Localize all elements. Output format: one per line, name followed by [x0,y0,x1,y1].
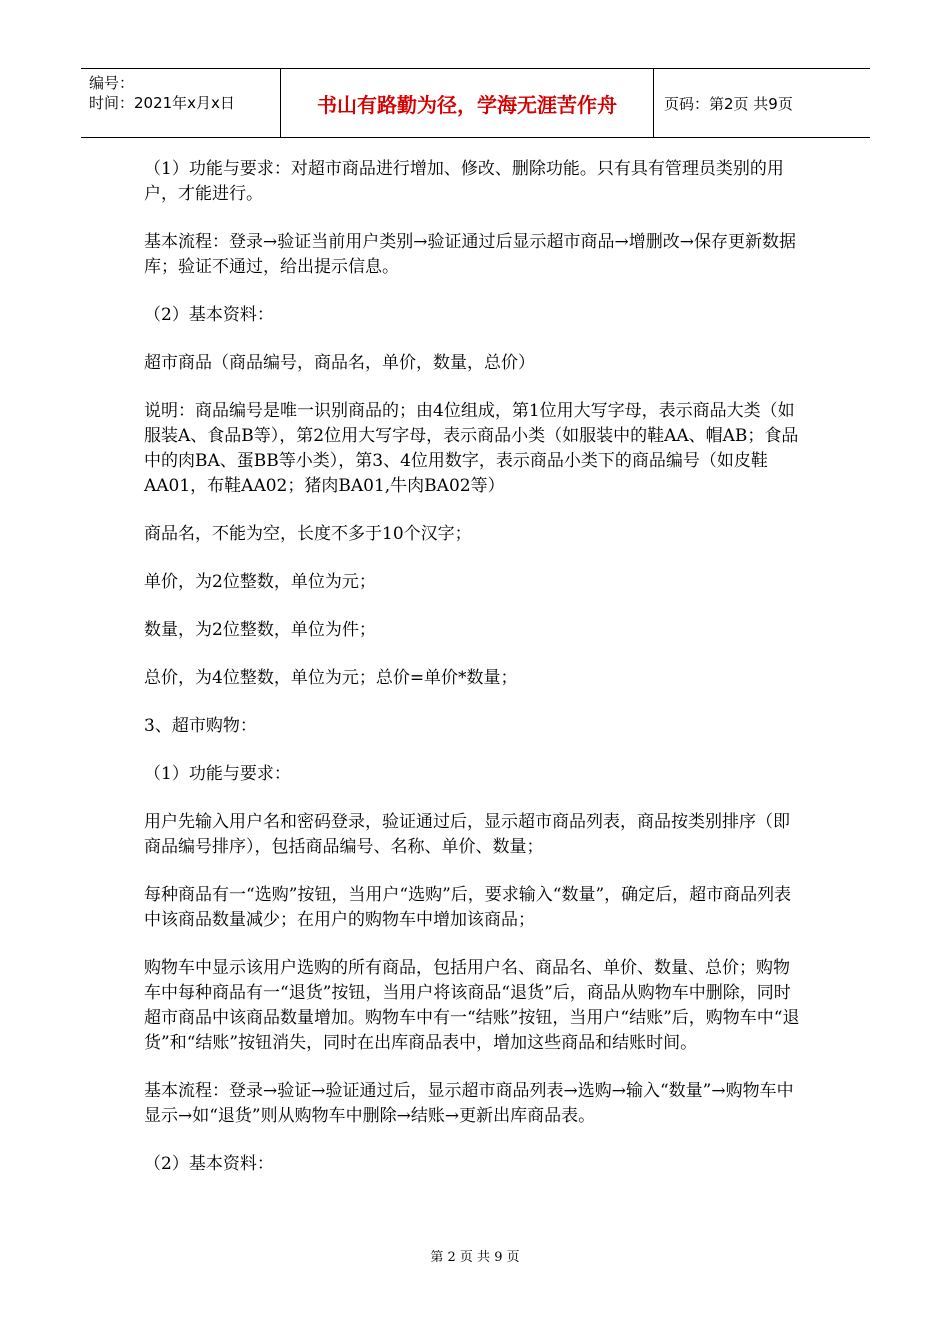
paragraph: 购物车中显示该用户选购的所有商品，包括用户名、商品名、单价、数量、总价；购物车中每种商品有一“退货”按钮，当用户将该商品“退货”后，商品从购物车中删除，同时超市商品中该商品数量增加。购物车中有一“结账”按钮，当用户“结账”后，购物车中“退货”和“结账”按钮消失，同时在出库商品表中，增加这些商品和结账时间。 [144,958,800,1053]
paragraph: （1）功能与要求： [144,764,291,784]
page-footer: 第 2 页 共 9 页 [430,1250,520,1265]
paragraph: 用户先输入用户名和密码登录，验证通过后，显示超市商品列表，商品按类别排序（即商品编号排序），包括商品编号、名称、单价、数量； [144,812,790,857]
document-number-label: 编号： [89,74,135,92]
paragraph: 商品名，不能为空，长度不多于10个汉字； [144,524,472,544]
section-heading: 3、超市购物： [144,716,257,736]
paragraph: 单价，为2位整数，单位为元； [144,572,376,592]
paragraph: 基本流程：登录→验证当前用户类别→验证通过后显示超市商品→增删改→保存更新数据库；验证不通过，给出提示信息。 [144,232,796,277]
paragraph: 每种商品有一“选购”按钮，当用户“选购”后，要求输入“数量”，确定后，超市商品列表中该商品数量减少；在用户的购物车中增加该商品； [144,885,792,930]
paragraph: 总价，为4位整数，单位为元；总价=单价*数量； [144,668,518,688]
paragraph: 超市商品（商品编号，商品名，单价，数量，总价） [144,353,535,373]
header-meta [81,69,281,137]
header-page-number: 页码：第2页 共9页 [664,94,793,113]
paragraph: （2）基本资料： [144,1154,274,1174]
paragraph: （1）功能与要求：对超市商品进行增加、修改、删除功能。只有具有管理员类别的用户，才能进行。 [144,159,784,204]
paragraph: 说明：商品编号是唯一识别商品的；由4位组成，第1位用大写字母，表示商品大类（如服装A、食品B等），第2位用大写字母，表示商品小类（如服装中的鞋AA、帽AB；食品中的肉BA、蛋BB等小类），第3、4位用数字，表示商品小类下的商品编号（如皮鞋AA01，布鞋AA02；猪肉BA01,牛肉BA02等） [144,401,799,496]
paragraph: （2）基本资料： [144,305,274,325]
paragraph: 基本流程：登录→验证→验证通过后，显示超市商品列表→选购→输入“数量”→购物车中显示→如“退货”则从购物车中删除→结账→更新出库商品表。 [144,1081,794,1126]
page-header [81,68,870,138]
document-time-label: 时间：2021年x月x日 [89,94,235,112]
paragraph: 数量，为2位整数，单位为件； [144,620,376,640]
document-body [144,157,804,1200]
header-motto: 书山有路勤为径，学海无涯苦作舟 [281,69,654,137]
